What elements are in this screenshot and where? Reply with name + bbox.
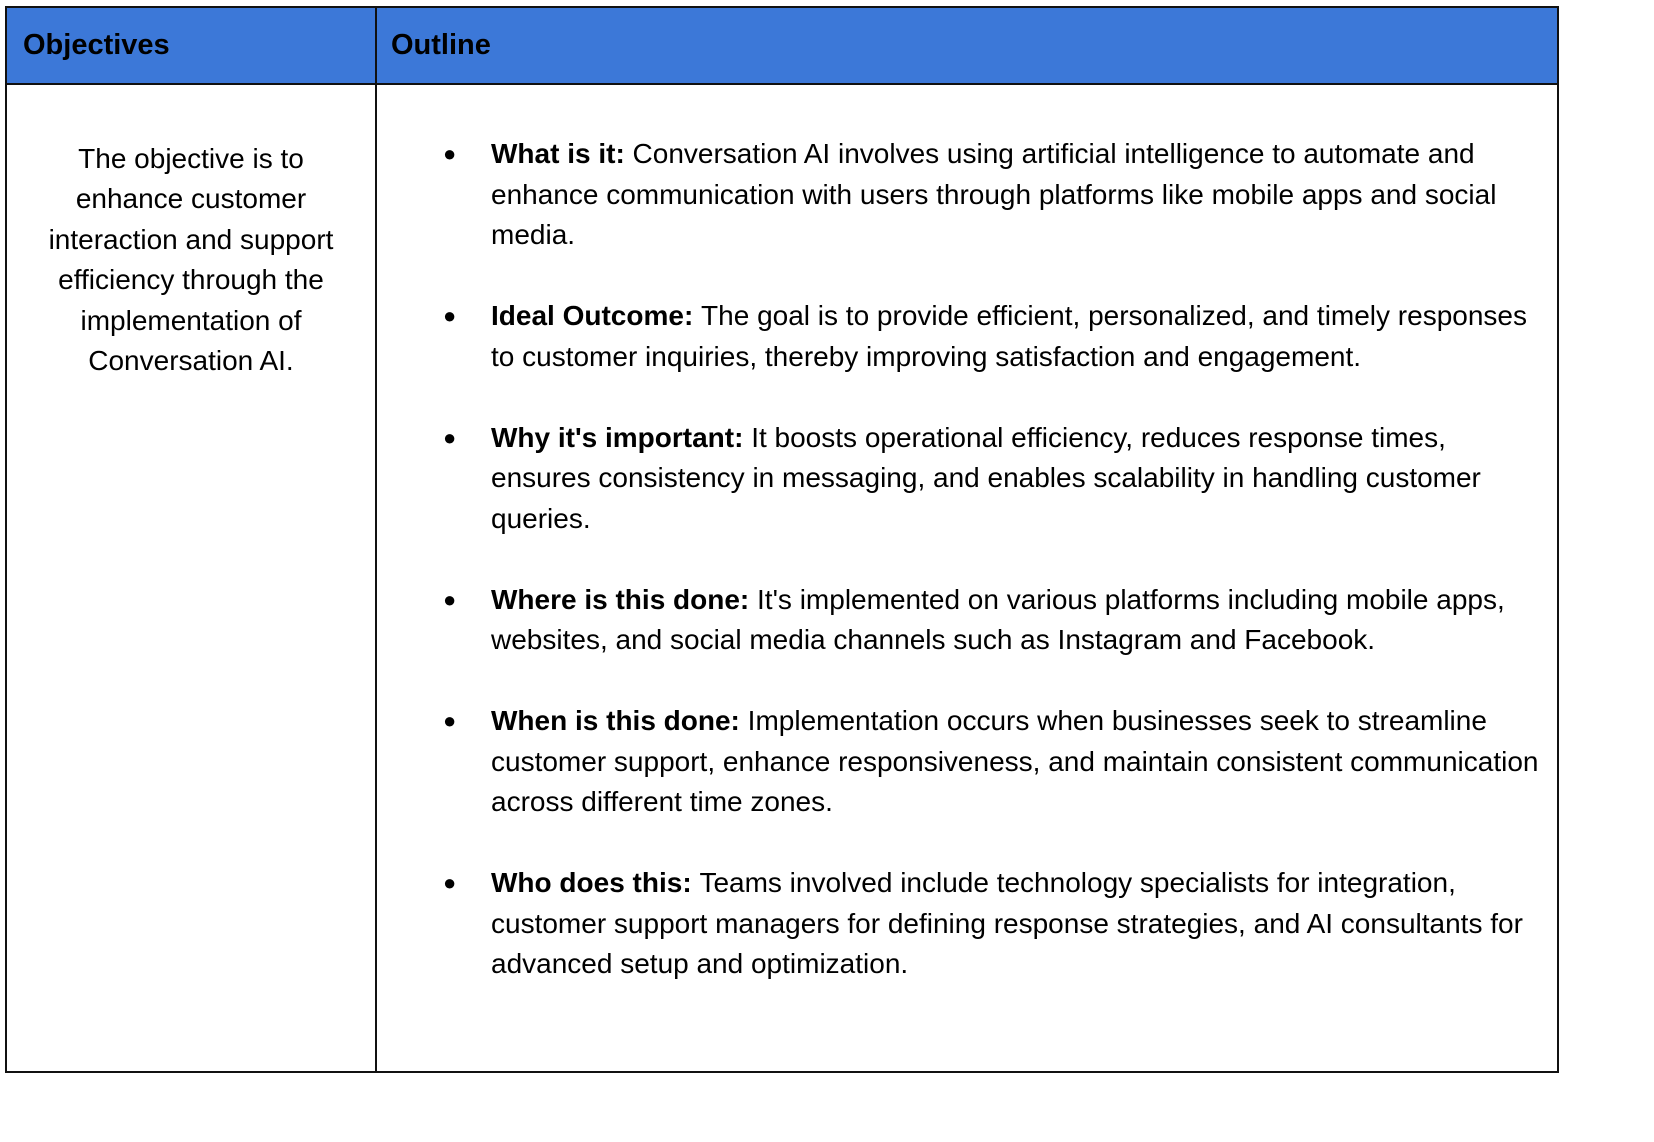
outline-item-text: It boosts operational efficiency, reduces response times, ensures consistency in messaging, and enables scalability in handling customer queries. xyxy=(491,421,1481,534)
outline-item-text: The goal is to provide efficient, personalized, and timely responses to customer inquiries, thereby improving satisfaction and engagement. xyxy=(491,300,1527,372)
outline-item-what xyxy=(443,134,1553,256)
outline-item-why xyxy=(443,418,1553,540)
outline-item-when xyxy=(443,701,1553,823)
outline-list xyxy=(443,134,1553,985)
bullet-icon: ● xyxy=(443,708,457,734)
bullet-icon: ● xyxy=(443,303,457,329)
bullet-icon: ● xyxy=(443,586,457,612)
header-objectives: Objectives xyxy=(23,29,170,61)
outline-item-label: Why it's important: xyxy=(491,421,752,453)
table-header-row xyxy=(7,8,1557,85)
bullet-icon: ● xyxy=(443,870,457,896)
outline-item-text: Conversation AI involves using artificial intelligence to automate and enhance communication with users through platforms like mobile apps and social media. xyxy=(491,138,1497,251)
bullet-icon: ● xyxy=(443,424,457,450)
outline-item-text: It's implemented on various platforms including mobile apps, websites, and social media channels such as Instagram and Facebook. xyxy=(491,583,1505,656)
outline-item-ideal-outcome xyxy=(443,296,1553,377)
header-outline: Outline xyxy=(391,29,491,61)
outline-item-who xyxy=(443,863,1553,985)
outline-item-label: What is it: xyxy=(491,138,633,169)
outline-item-label: Ideal Outcome: xyxy=(491,300,702,332)
outline-item-label: Who does this: xyxy=(491,867,700,899)
outline-item-label: When is this done: xyxy=(491,705,748,737)
outline-item-text: Teams involved include technology specialists for integration, customer support managers for defining response strategies, and AI consultants for advanced setup and optimization. xyxy=(491,867,1523,980)
outline-item-label: Where is this done: xyxy=(491,583,758,615)
bullet-icon: ● xyxy=(443,141,457,166)
objective-text: The objective is to enhance customer interaction and support efficiency through the implementation of Conversation AI. xyxy=(48,143,334,377)
column-divider xyxy=(375,8,377,1071)
objectives-outline-table xyxy=(5,6,1559,1073)
outline-item-text: Implementation occurs when businesses seek to streamline customer support, enhance responsiveness, and maintain consistent communication across different time zones. xyxy=(491,705,1539,818)
outline-item-where xyxy=(443,580,1553,661)
